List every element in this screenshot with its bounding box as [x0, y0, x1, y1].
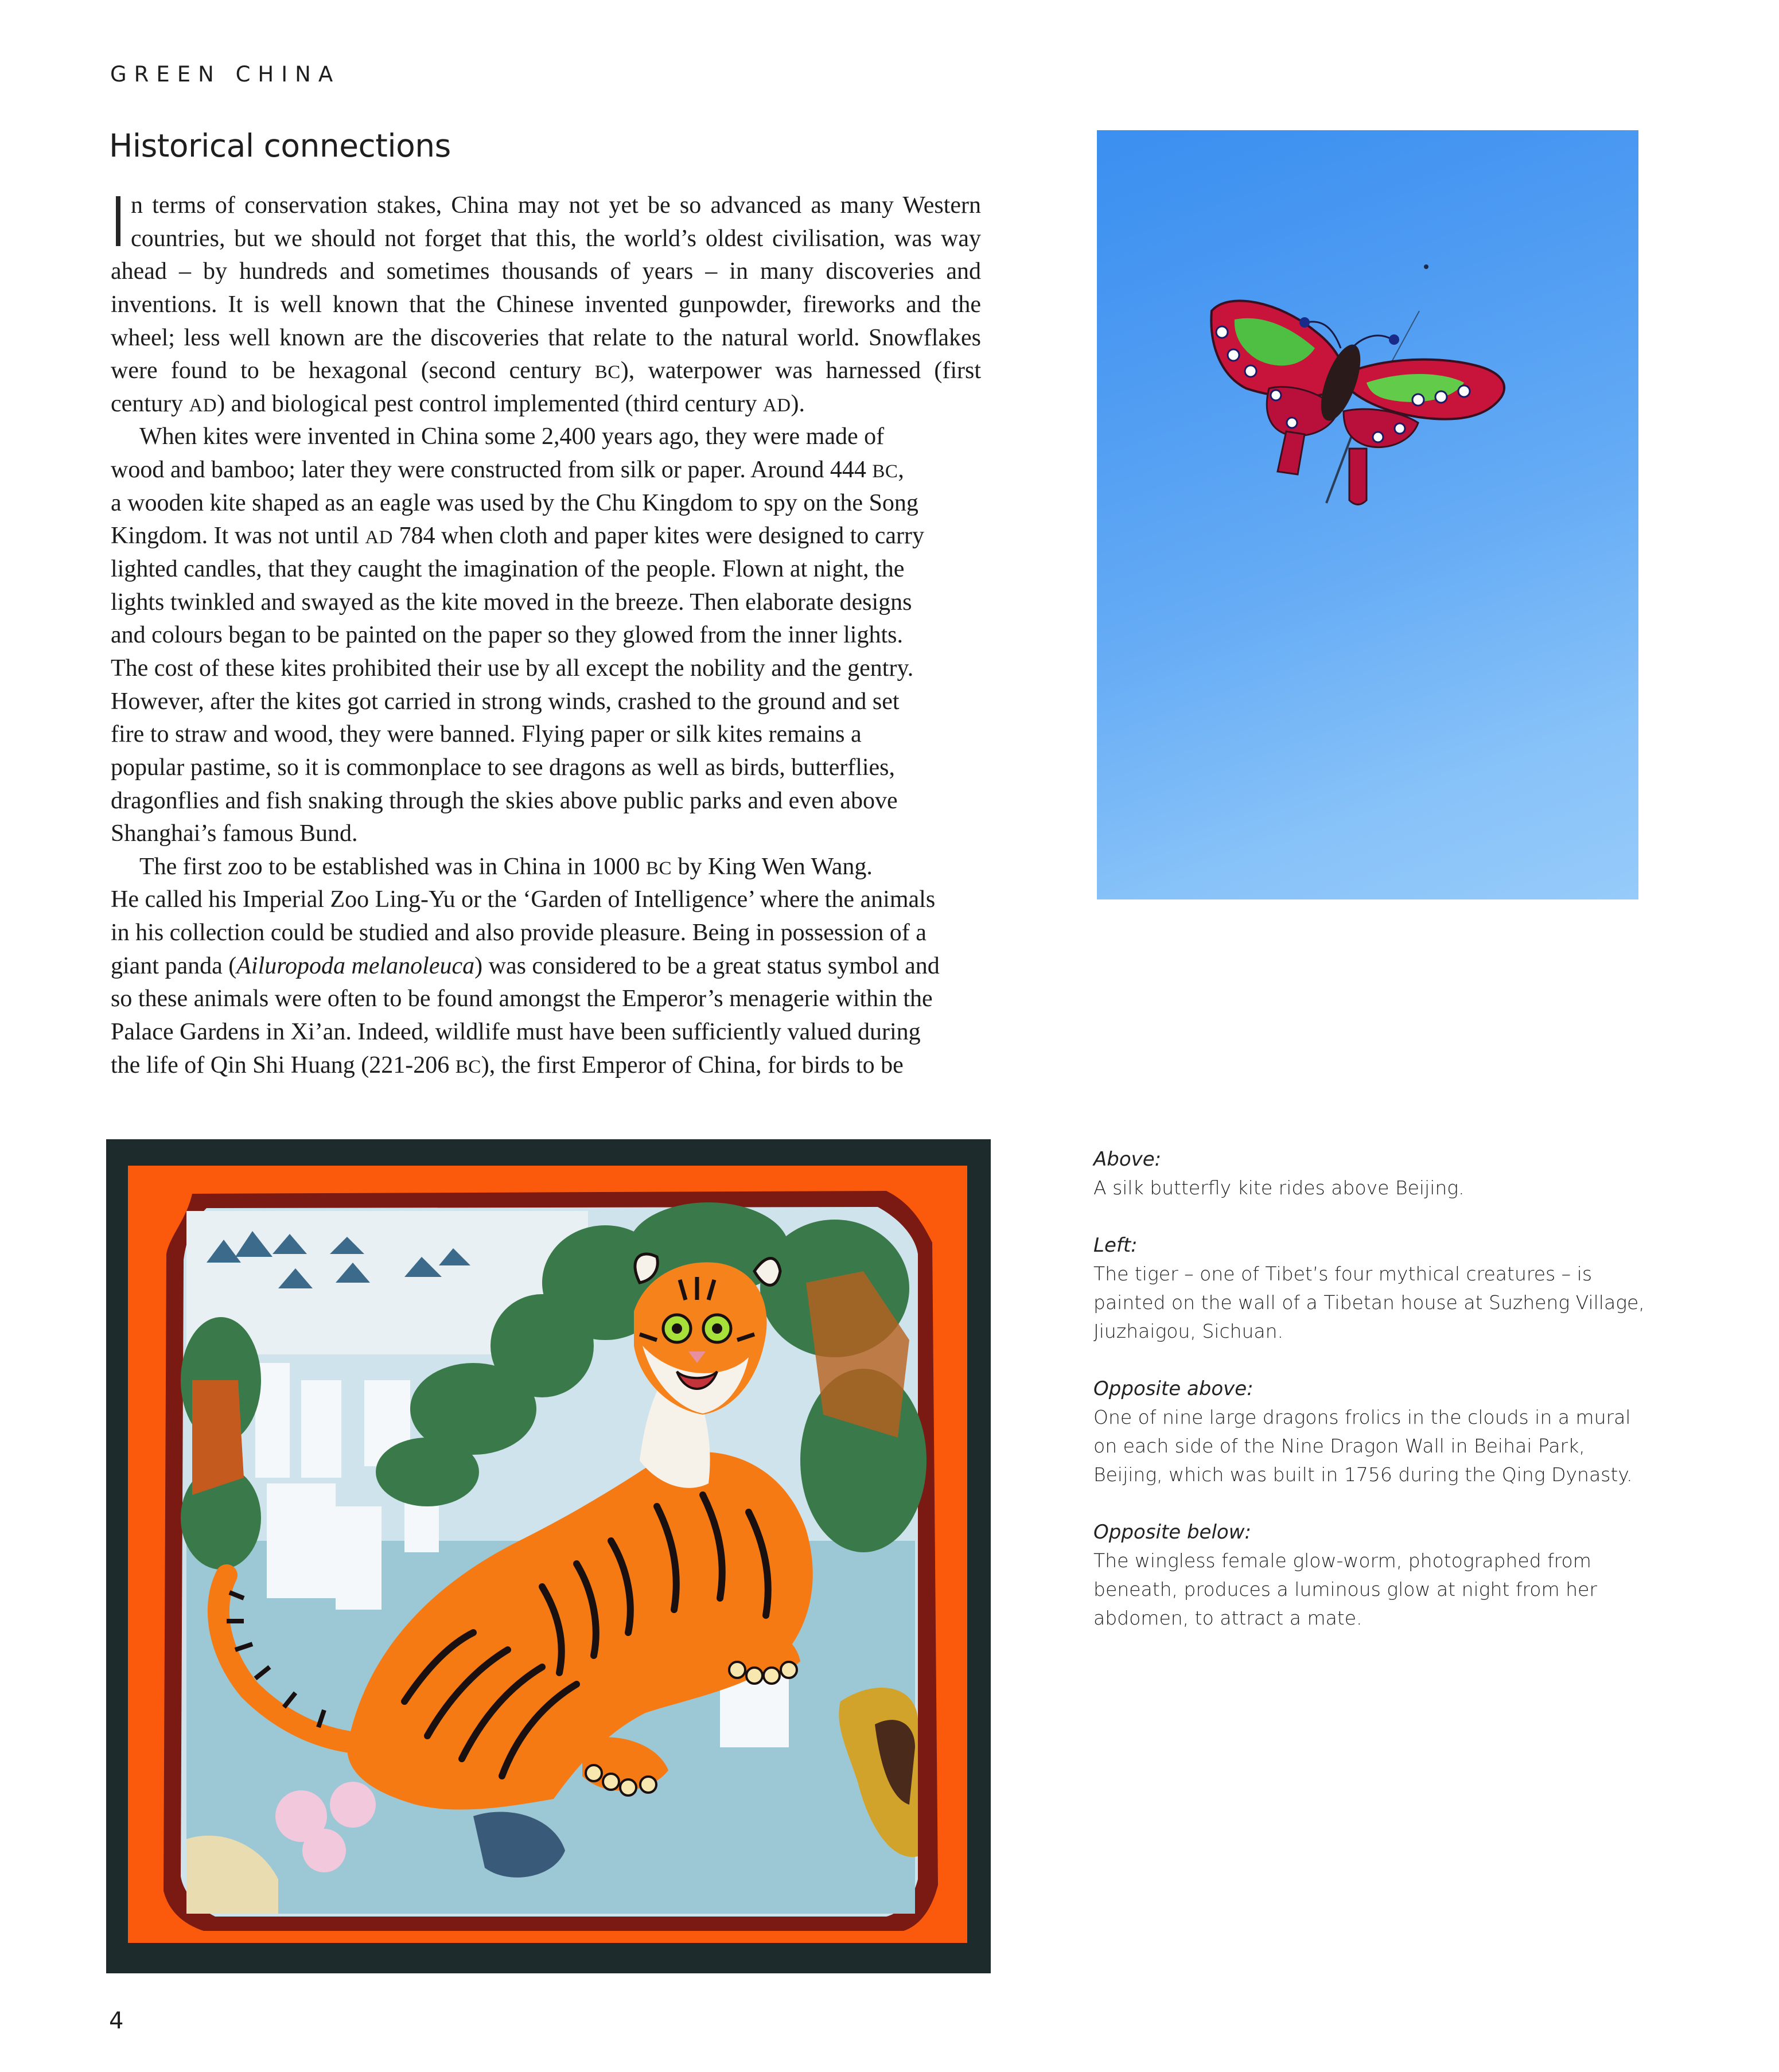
body-line: popular pastime, so it is commonplace to see dragons as well as birds, butterflies, [111, 754, 896, 781]
body-line: However, after the kites got carried in strong winds, crashed to the ground and set [111, 688, 900, 715]
body-line: a wooden kite shaped as an eagle was used by the Chu Kingdom to spy on the Song [111, 489, 918, 516]
caption-label: Opposite above: [1093, 1377, 1254, 1400]
caption-text: A silk butterfly kite rides above Beijing. [1093, 1177, 1465, 1199]
caption-text: The tiger – one of Tibet’s four mythical creatures – is painted on the wall of a Tibetan house at Suzheng Village, Jiuzhaigou, Sichuan. [1093, 1263, 1645, 1342]
body-line: The cost of these kites prohibited their use by all except the nobility and the gentry. [111, 655, 914, 681]
body-line: He called his Imperial Zoo Ling-Yu or the ‘Garden of Intelligence’ where the animals [111, 886, 936, 913]
body-line: The first zoo to be established was in China in 1000 BC by King Wen Wang. [139, 853, 873, 880]
caption-above [1093, 1145, 1644, 1202]
body-line: dragonflies and fish snaking through the skies above public parks and even above [111, 787, 898, 814]
body-line: and colours began to be painted on the paper so they glowed from the inner lights. [111, 622, 903, 649]
butterfly-kite-photo [1097, 130, 1638, 899]
body-line: Shanghai’s famous Bund. [111, 820, 358, 847]
body-line: n terms of conservation stakes, China may not yet be so advanced as many Western [131, 192, 981, 219]
body-text [111, 189, 981, 1082]
tiger-painting-photo [106, 1139, 991, 1973]
tiger-painting-illustration [106, 1139, 991, 1973]
butterfly-kite-illustration [1097, 130, 1638, 899]
body-line: countries, but we should not forget that this, the world’s oldest civilisation, was way [131, 225, 981, 252]
page-number: 4 [109, 2008, 124, 2034]
body-line: the life of Qin Shi Huang (221-206 BC), the first Emperor of China, for birds to be [111, 1051, 904, 1078]
caption-label: Above: [1093, 1148, 1162, 1171]
caption-left [1093, 1231, 1644, 1346]
body-line: ahead – by hundreds and sometimes thousands of years – in many discoveries and [111, 258, 981, 285]
species-name: Ailuropoda melanoleuca [236, 952, 475, 979]
body-line: were found to be hexagonal (second century BC), waterpower was harnessed (first [111, 357, 982, 384]
body-line: so these animals were often to be found amongst the Emperor’s menagerie within the [111, 986, 933, 1012]
caption-label: Left: [1093, 1234, 1138, 1257]
photo-captions [1093, 1145, 1644, 1661]
body-line: Kingdom. It was not until AD 784 when cloth and paper kites were designed to carry [111, 523, 925, 550]
body-line: lighted candles, that they caught the imagination of the people. Flown at night, the [111, 556, 905, 583]
section-title: Historical connections [109, 127, 451, 164]
caption-opposite-above [1093, 1374, 1644, 1489]
caption-label: Opposite below: [1093, 1521, 1251, 1544]
body-line: inventions. It is well known that the Chinese invented gunpowder, fireworks and the [111, 291, 981, 318]
caption-text: The wingless female glow-worm, photographed from beneath, produces a luminous glow at night from her abdomen, to attract a mate. [1093, 1549, 1597, 1629]
body-line: lights twinkled and swayed as the kite moved in the breeze. Then elaborate designs [111, 589, 912, 616]
body-line: century AD) and biological pest control implemented (third century AD). [111, 390, 805, 417]
body-line: Palace Gardens in Xi’an. Indeed, wildlife must have been sufficiently valued during [111, 1019, 921, 1046]
body-line: giant panda (Ailuropoda melanoleuca) was considered to be a great status symbol and [111, 952, 940, 979]
body-line: When kites were invented in China some 2,400 years ago, they were made of [139, 423, 885, 450]
body-line: in his collection could be studied and also provide pleasure. Being in possession of a [111, 920, 927, 947]
body-line: wood and bamboo; later they were constructed from silk or paper. Around 444 BC, [111, 457, 904, 484]
body-line: wheel; less well known are the discoveries that relate to the natural world. Snowflakes [111, 324, 981, 351]
running-head: GREEN CHINA [110, 62, 341, 87]
caption-opposite-below [1093, 1518, 1644, 1633]
caption-text: One of nine large dragons frolics in the clouds in a mural on each side of the Nine Dragon Wall in Beihai Park, Beijing, which was built in 1756 during the Qing Dynasty. [1093, 1406, 1633, 1486]
body-line: fire to straw and wood, they were banned. Flying paper or silk kites remains a [111, 721, 862, 748]
